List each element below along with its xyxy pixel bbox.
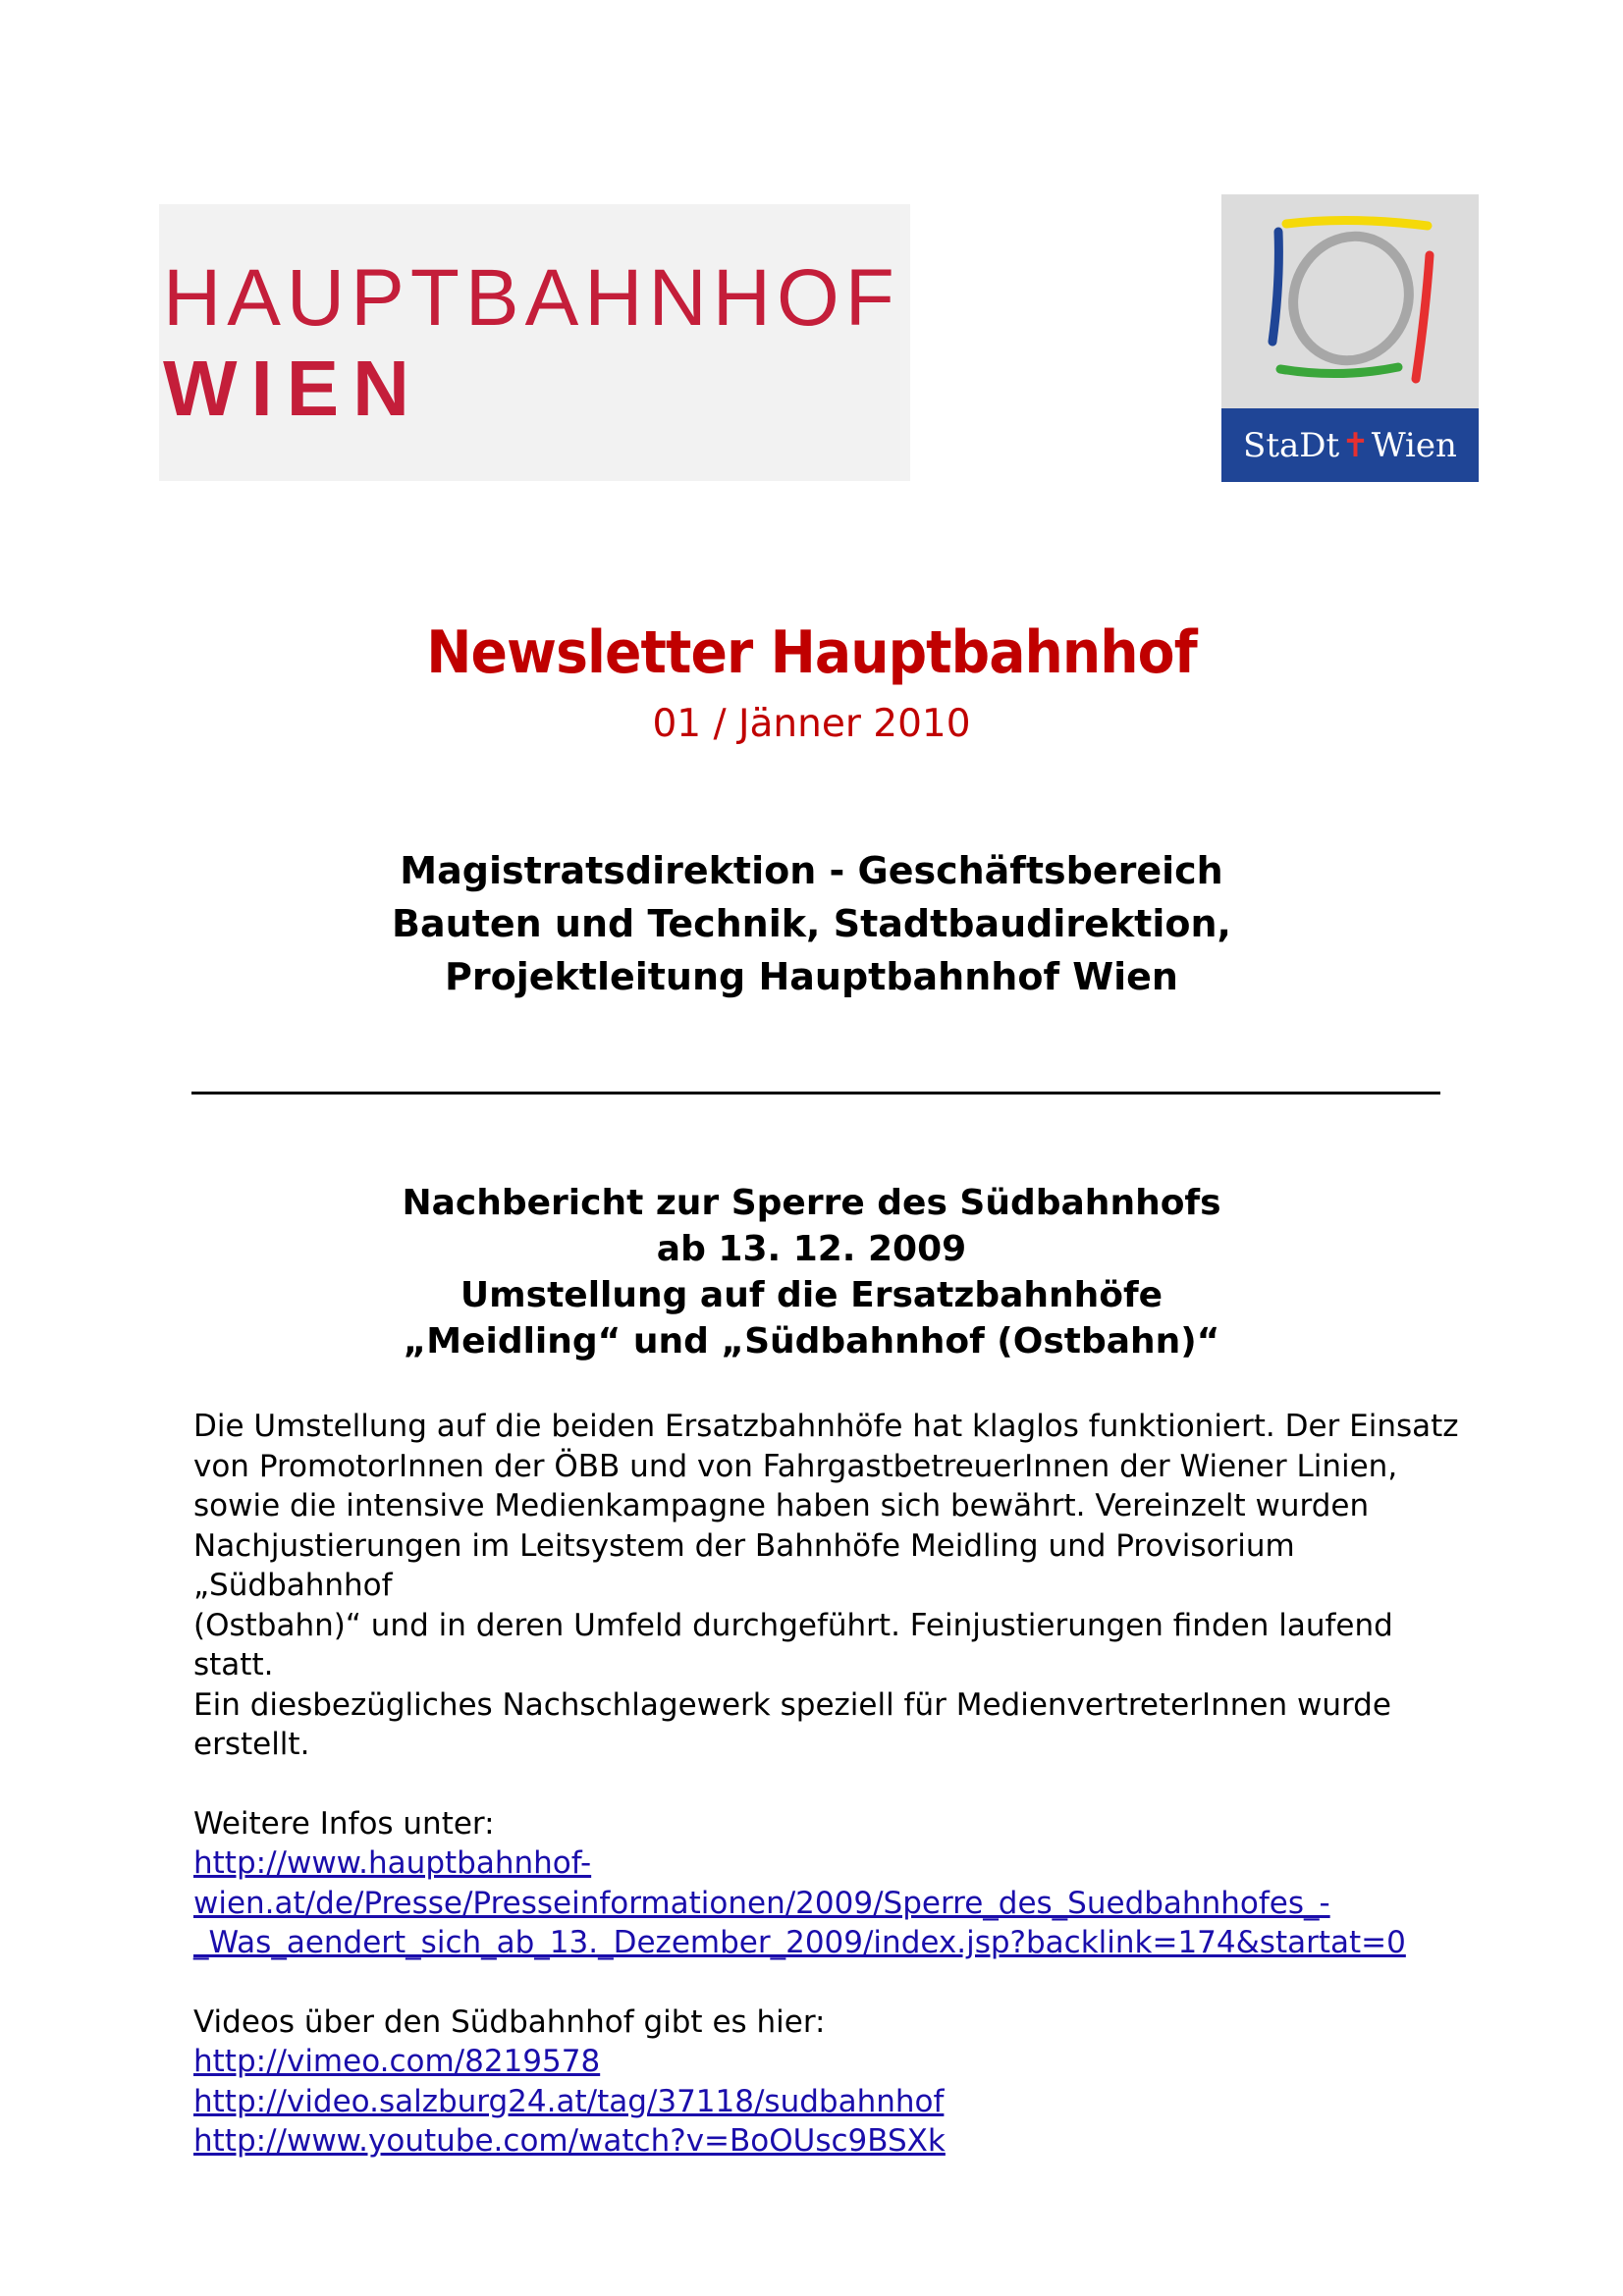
paragraph-line: Nachjustierungen im Leitsystem der Bahnhöfe Meidling und Provisorium „Südbahnhof [193, 1527, 1295, 1603]
youtube-link[interactable]: http://www.youtube.com/watch?v=BoOUsc9BSXk [193, 2123, 946, 2159]
hauptbahnhof-wien-logo [159, 204, 910, 481]
department-line: Magistratsdirektion - Geschäftsbereich [400, 849, 1223, 892]
vimeo-link[interactable]: http://vimeo.com/8219578 [193, 2044, 601, 2079]
wordmark-cross: ✝ [1341, 425, 1370, 465]
newsletter-title: Newsletter Hauptbahnhof [426, 618, 1197, 687]
headline-line: „Meidling“ und „Südbahnhof (Ostbahn)“ [403, 1321, 1220, 1362]
horizontal-divider [191, 1092, 1440, 1095]
more-info-label: Weitere Infos unter: [193, 1805, 495, 1842]
link-line: _Was_aendert_sich_ab_13._Dezember_2009/index.jsp?backlink=174&startat=0 [193, 1925, 1406, 1960]
newsletter-issue-date: 01 / Jänner 2010 [652, 702, 971, 746]
paragraph-line: Die Umstellung auf die beiden Ersatzbahnhöfe hat klaglos funktioniert. Der Einsatz [193, 1409, 1459, 1444]
wordmark-wien: Wien [1371, 425, 1457, 465]
logo-line-hauptbahnhof: HAUPTBAHNHOF [163, 253, 900, 343]
stadt-wien-wordmark [1221, 408, 1479, 482]
salzburg24-link[interactable]: http://video.salzburg24.at/tag/37118/sudbahnhof [193, 2083, 945, 2119]
videos-label: Videos über den Südbahnhof gibt es hier: [193, 2003, 826, 2040]
link-line: wien.at/de/Presse/Presseinformationen/2009/Sperre_des_Suedbahnhofes_- [193, 1885, 1330, 1921]
paragraph-line: Ein diesbezügliches Nachschlagewerk speziell für MedienvertreterInnen wurde [193, 1686, 1391, 1723]
paragraph-line: von PromotorInnen der ÖBB und von FahrgastbetreuerInnen der Wiener Linien, [193, 1448, 1398, 1484]
wordmark-stadt: StaDt [1243, 425, 1340, 465]
press-release-link[interactable] [193, 1843, 1460, 1963]
paragraph-line: (Ostbahn)“ und in deren Umfeld durchgeführt. Feinjustierungen finden laufend statt. [193, 1607, 1393, 1682]
paragraph-line: sowie die intensive Medienkampagne haben sich bewährt. Vereinzelt wurden [193, 1488, 1370, 1523]
stadt-wien-logo [1221, 194, 1479, 482]
paragraph-line: erstellt. [193, 1727, 310, 1762]
logo-line-wien: WIEN [163, 345, 423, 432]
headline-line: Umstellung auf die Ersatzbahnhöfe [460, 1275, 1163, 1315]
stadt-wien-emblem-icon [1221, 194, 1479, 408]
link-line: http://www.hauptbahnhof- [193, 1845, 592, 1881]
department-line: Projektleitung Hauptbahnhof Wien [445, 955, 1178, 998]
article-headline [0, 1180, 1623, 1364]
headline-line: Nachbericht zur Sperre des Südbahnhofs [402, 1183, 1221, 1223]
department-line: Bauten und Technik, Stadtbaudirektion, [392, 902, 1231, 945]
headline-line: ab 13. 12. 2009 [656, 1229, 967, 1269]
department-block [0, 844, 1623, 1003]
article-body [193, 1407, 1460, 2162]
